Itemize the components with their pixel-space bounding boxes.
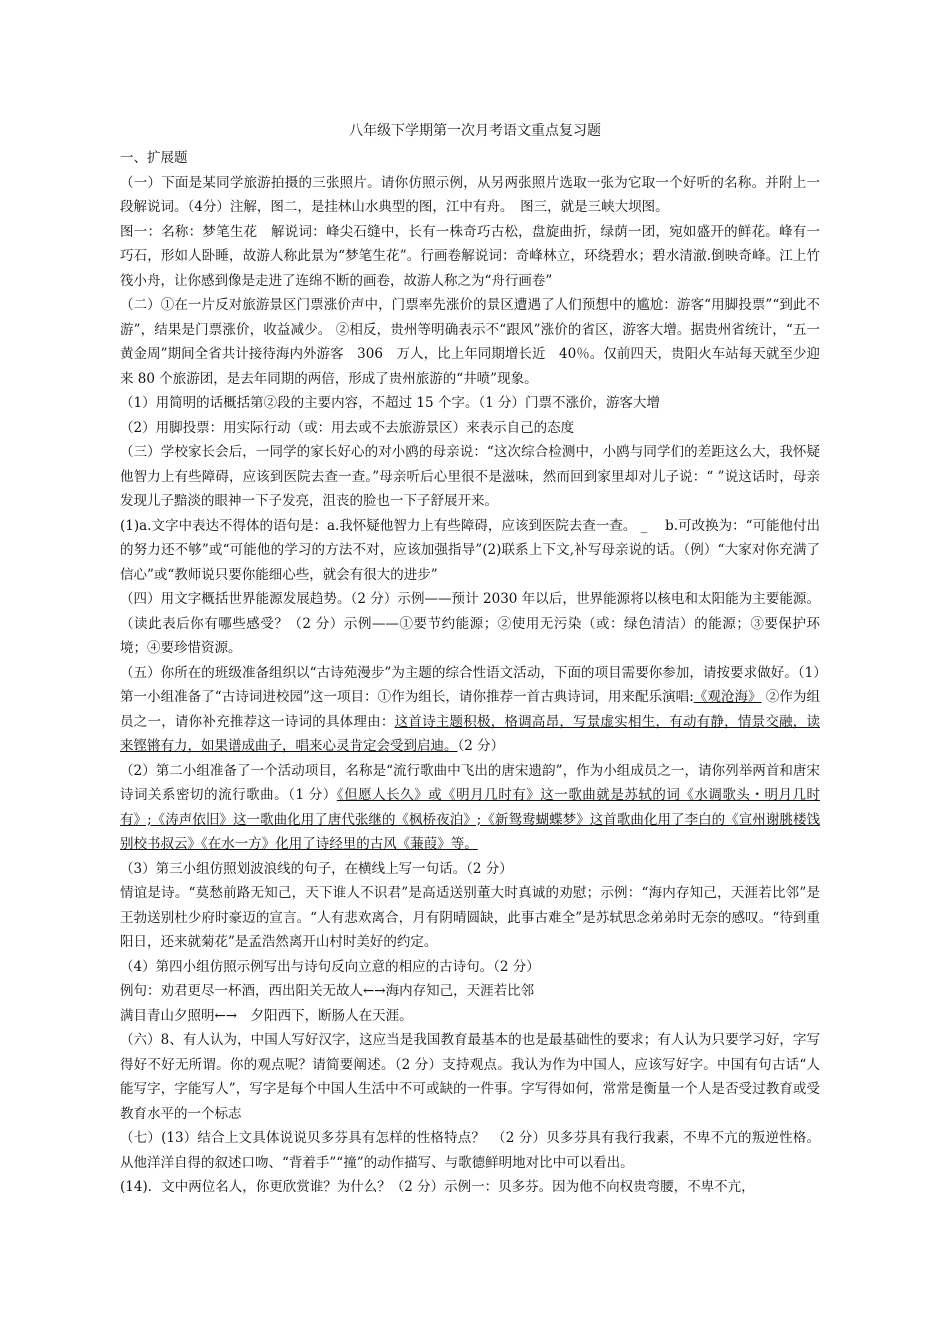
- paragraph: （1）用简明的话概括第②段的主要内容，不超过 15 个字。（1 分）门票不涨价，游客大增: [120, 395, 660, 411]
- paragraph: （七）(13）结合上文具体说说贝多芬具有怎样的性格特点？ （2 分）贝多芬具有我行我素，不卑不亢的叛逆性格。从他洋洋自得的叙述口吻、“背着手”“撞”的动作描写、与歌德鲜明地对比中可以看出。: [120, 1130, 820, 1171]
- section5-reason: 这首诗主题积极，格调高昂，写景虚实相生，有动有静，情景交融，读来铿锵有力，如果谱成曲子，唱来心灵肯定会受到启迪。: [120, 713, 821, 754]
- section5-mid: ②作为组员之一，请你补充推荐这一诗词的具体理由：: [120, 689, 820, 730]
- paragraph: （三）学校家长会后，一同学的家长好心的对小鸥的母亲说：“这次综合检测中，小鸥与同学们的差距这么大，我怀疑他智力上有些障碍，应该到医院去查一查。”母亲听后心里很不是滋味，然而回到家里却对儿子说：“ ”说这话时，母亲发现儿子黯淡的眼神一下子发亮，沮丧的脸也一下子舒展开来。: [120, 444, 820, 509]
- section-heading: 一、扩展题: [120, 150, 188, 166]
- section5-poem: 《观沧海》: [693, 689, 762, 705]
- paragraph-section-5-2: [120, 759, 820, 857]
- paragraph: （六）8、有人认为，中国人写好汉字，这应当是我国教育最基本的也是最基础性的要求；有人认为只要学习好，字写得好不好无所谓。你的观点呢？请简要阐述。（2 分）支持观点。我认为作为中国人，应该写好字。中国有句古话“人能写字，字能写人”，写字是每个中国人生活中不可或缺的一件事。字写得如何，常常是衡量一个人是否受过教育或受教育水平的一个标志: [120, 1032, 820, 1122]
- section5-2-intro: （2）第二小组准备了一个活动项目，名称是“流行歌曲中飞出的唐宋遗韵”，作为小组成员之一，请你列举两首和唐宋诗词关系密切的流行歌曲。（1 分）: [120, 762, 820, 803]
- paragraph: 情谊是诗。“莫愁前路无知己，天下谁人不识君”是高适送别董大时真诚的劝慰；示例：“海内存知己，天涯若比邻”是王勃送别杜少府时豪迈的宣言。“人有悲欢离合，月有阴晴圆缺，此事古难全”是苏轼思念弟弟时无奈的感叹。“待到重阳日，还来就菊花”是孟浩然离开山村时美好的约定。: [120, 885, 820, 950]
- paragraph: 图一：名称：梦笔生花 解说词：峰尖石缝中，长有一株奇巧古松，盘旋曲折，绿荫一团，宛如盛开的鲜花。峰有一巧石，形如人卧睡，故游人称此景为“梦笔生花”。行画卷解说词：奇峰林立，环绕碧水；碧水清澈.倒映奇峰。江上竹筏小舟，让你感到像是走进了连绵不断的画卷，故游人称之为“舟行画卷”: [120, 223, 820, 289]
- document-title: 八年级下学期第一次月考语文重点复习题: [349, 123, 601, 139]
- section5-2-answer: 《但愿人长久》或《明月几时有》这一歌曲就是苏轼的词《水调歌头・明月几时有》;《涛声依旧》这一歌曲化用了唐代张继的《枫桥夜泊》;《新鸳鸯蝴蝶梦》这首歌曲化用了李白的《宣州谢朓楼饯别校书叔云》《在水一方》化用了诗经里的古风《蒹葭》等。: [120, 787, 820, 852]
- paragraph-section-5: [120, 661, 820, 759]
- paragraph: （一）下面是某同学旅游拍摄的三张照片。请你仿照示例，从另两张照片选取一张为它取一个好听的名称。并附上一段解说词。（4分）注解，图二，是挂林山水典型的图，江中有舟。 图三，就是三峡大坝图。: [120, 174, 820, 215]
- paragraph: （二）①在一片反对旅游景区门票涨价声中，门票率先涨价的景区遭遇了人们预想中的尴尬：游客“用脚投票”“到此不游”，结果是门票涨价，收益减少。 ②相反，贵州等明确表示不“跟风”涨价的省区，游客大增。据贵州省统计，“五一黄金周”期间全省共计接待海内外游客 306 万人，比上年同期增长近 40％。仅前四天，贵阳火车站每天就至少迎来 80 个旅游团，是去年同期的两倍，形成了贵州旅游的“井喷”现象。: [120, 297, 820, 387]
- paragraph: (14)．文中两位名人，你更欣赏谁？为什么？（2 分）示例一：贝多芬。因为他不向权贵弯腰，不卑不亢，: [120, 1179, 755, 1195]
- paragraph: （3）第三小组仿照划波浪线的句子，在横线上写一句话。（2 分）: [120, 860, 513, 877]
- section5-intro: （五）你所在的班级准备组织以“古诗苑漫步”为主题的综合性语文活动，下面的项目需要你参加，请按要求做好。（1）第一小组准备了“古诗词进校园”这一项目：①作为组长，请你推荐一首古典诗词，用来配乐演唱:: [120, 664, 820, 705]
- paragraph: 满目青山夕照明←→ 夕阳西下，断肠人在天涯。: [120, 1007, 413, 1024]
- section5-score: （2 分）: [457, 738, 505, 754]
- paragraph: （四）用文字概括世界能源发展趋势。（2 分）示例——预计 2030 年以后，世界能源将以核电和太阳能为主要能源。（读此表后你有哪些感受？（2 分）示例——①要节约能源；②使用无污染（或：绿色清洁）的能源；③要保护环境；④要珍惜资源。: [120, 591, 820, 656]
- paragraph: 例句：劝君更尽一杯酒，西出阳关无故人←→海内存知己，天涯若比邻: [120, 983, 535, 999]
- paragraph: （4）第四小组仿照示例写出与诗句反向立意的相应的古诗句。（2 分）: [120, 958, 540, 975]
- paragraph: (1)a.文字中表达不得体的语句是：a.我怀疑他智力上有些障碍，应该到医院去查一查。 _ b.可改换为：“可能他付出的努力还不够”或“可能他的学习的方法不对，应该加强指导”(2)联系上下文,补写母亲说的话。（例）“大家对你充满了信心”或“教师说只要你能细心些，就会有很大的进步”: [120, 517, 820, 583]
- paragraph: （2）用脚投票：用实际行动（或：用去或不去旅游景区）来表示自己的态度: [120, 419, 575, 436]
- document-body: [120, 146, 820, 1200]
